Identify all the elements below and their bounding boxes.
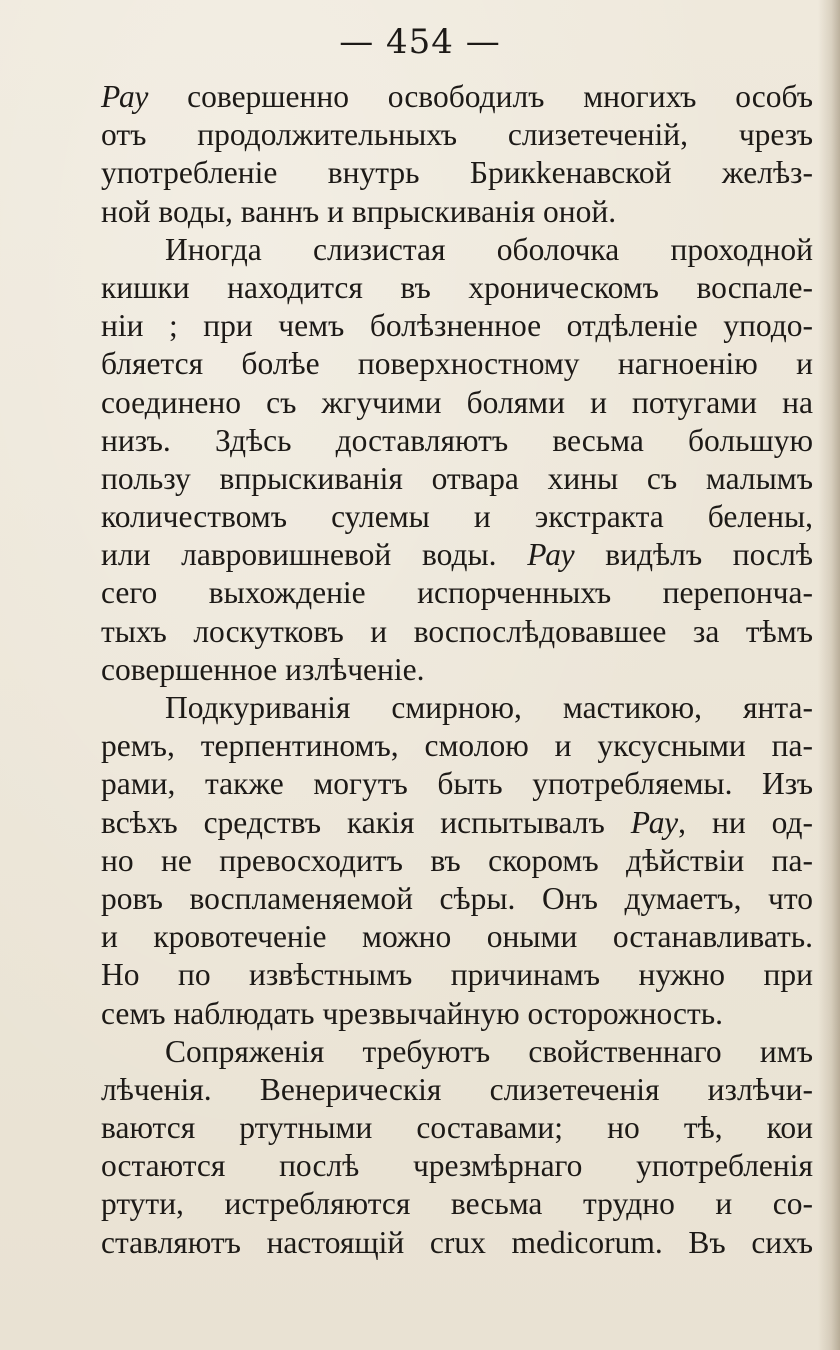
text-segment: остаются послѣ чрезмѣрнаго употребленія [101,1148,813,1184]
text-segment: но не превосходитъ въ скоромъ дѣйствіи па- [101,842,813,878]
body-text [101,78,813,1262]
text-segment: сего выхожденіе испорченныхъ перепонча- [101,575,813,611]
text-line [101,78,813,116]
text-line [101,651,813,689]
text-line [101,880,813,918]
text-segment: Сопряженія требуютъ свойственнаго имъ [165,1033,813,1069]
page-edge-shadow [818,0,840,1350]
text-line [101,804,813,842]
text-segment: низъ. Здѣсь доставляютъ весьма большую [101,422,813,458]
text-segment: тыхъ лоскутковъ и воспослѣдовавшее за тѣмъ [101,613,813,649]
text-segment: количествомъ сулемы и экстракта белены, [101,499,813,535]
text-segment: , ни од- [678,804,813,840]
text-segment: совершенное излѣченіе. [101,651,425,687]
text-line [101,1224,813,1262]
text-line [101,116,813,154]
text-line [101,918,813,956]
text-segment: отъ продолжительныхъ слизетеченій, чрезъ [101,117,813,153]
text-segment: ртути, истребляются весьма трудно и со- [101,1186,813,1222]
italic-name: Рау [527,537,575,573]
text-segment: бляется болѣе поверхностному нагноенію и [101,346,813,382]
text-line [101,384,813,422]
text-segment: ремъ, терпентиномъ, смолою и уксусными па- [101,728,813,764]
text-line [101,842,813,880]
text-line [101,1109,813,1147]
text-segment: и кровотеченіе можно оными останавливать. [101,919,813,955]
text-segment: Иногда слизистая оболочка проходной [165,231,813,267]
text-segment: рами, также могутъ быть употребляемы. Изъ [101,766,813,802]
text-segment: видѣлъ послѣ [574,537,813,573]
text-line [101,995,813,1033]
text-segment: ной воды, ваннъ и впрыскиванія оной. [101,193,617,229]
text-line [101,269,813,307]
text-line [101,1071,813,1109]
text-segment: всѣхъ средствъ какія испытывалъ [101,804,631,840]
text-line [101,613,813,651]
text-segment: Но по извѣстнымъ причинамъ нужно при [101,957,813,993]
text-line [101,536,813,574]
text-segment: кишки находится въ хроническомъ воспале- [101,269,813,305]
text-line [101,1185,813,1223]
text-segment: семъ наблюдать чрезвычайную осторожность. [101,995,723,1031]
text-line [101,765,813,803]
text-line [101,727,813,765]
text-segment: ваются ртутными составами; но тѣ, кои [101,1110,813,1146]
text-segment: употребленіе внутрь Брикkенавской желѣз- [101,155,813,191]
text-line [101,574,813,612]
text-line [101,193,813,231]
text-line [101,307,813,345]
text-segment: ніи ; при чемъ болѣзненное отдѣленіе уподо- [101,308,813,344]
text-segment: лѣченія. Венерическія слизетеченія излѣчи- [101,1071,813,1107]
text-line [101,956,813,994]
text-segment: Подкуриванія смирною, мастикою, янта- [165,690,813,725]
text-line [101,154,813,192]
text-segment: совершенно освободилъ многихъ особъ [148,79,813,114]
text-line [101,460,813,498]
text-line [101,689,813,727]
text-segment: ставляютъ настоящій crux medicorum. Въ сихъ [101,1224,813,1260]
text-line [101,422,813,460]
text-segment: соединено съ жгучими болями и потугами на [101,384,813,420]
page-number: — 454 — [339,22,501,62]
italic-name: Рау [101,79,149,114]
text-line [101,231,813,269]
text-segment: пользу впрыскиванія отвара хины съ малымъ [101,460,813,496]
text-line [101,345,813,383]
italic-name: Рау [630,804,679,840]
text-segment: ровъ воспламеняемой сѣры. Онъ думаетъ, что [101,880,813,916]
text-segment: или лавровишневой воды. [101,537,528,573]
text-line [101,1147,813,1185]
text-line [101,498,813,536]
text-line [101,1033,813,1071]
